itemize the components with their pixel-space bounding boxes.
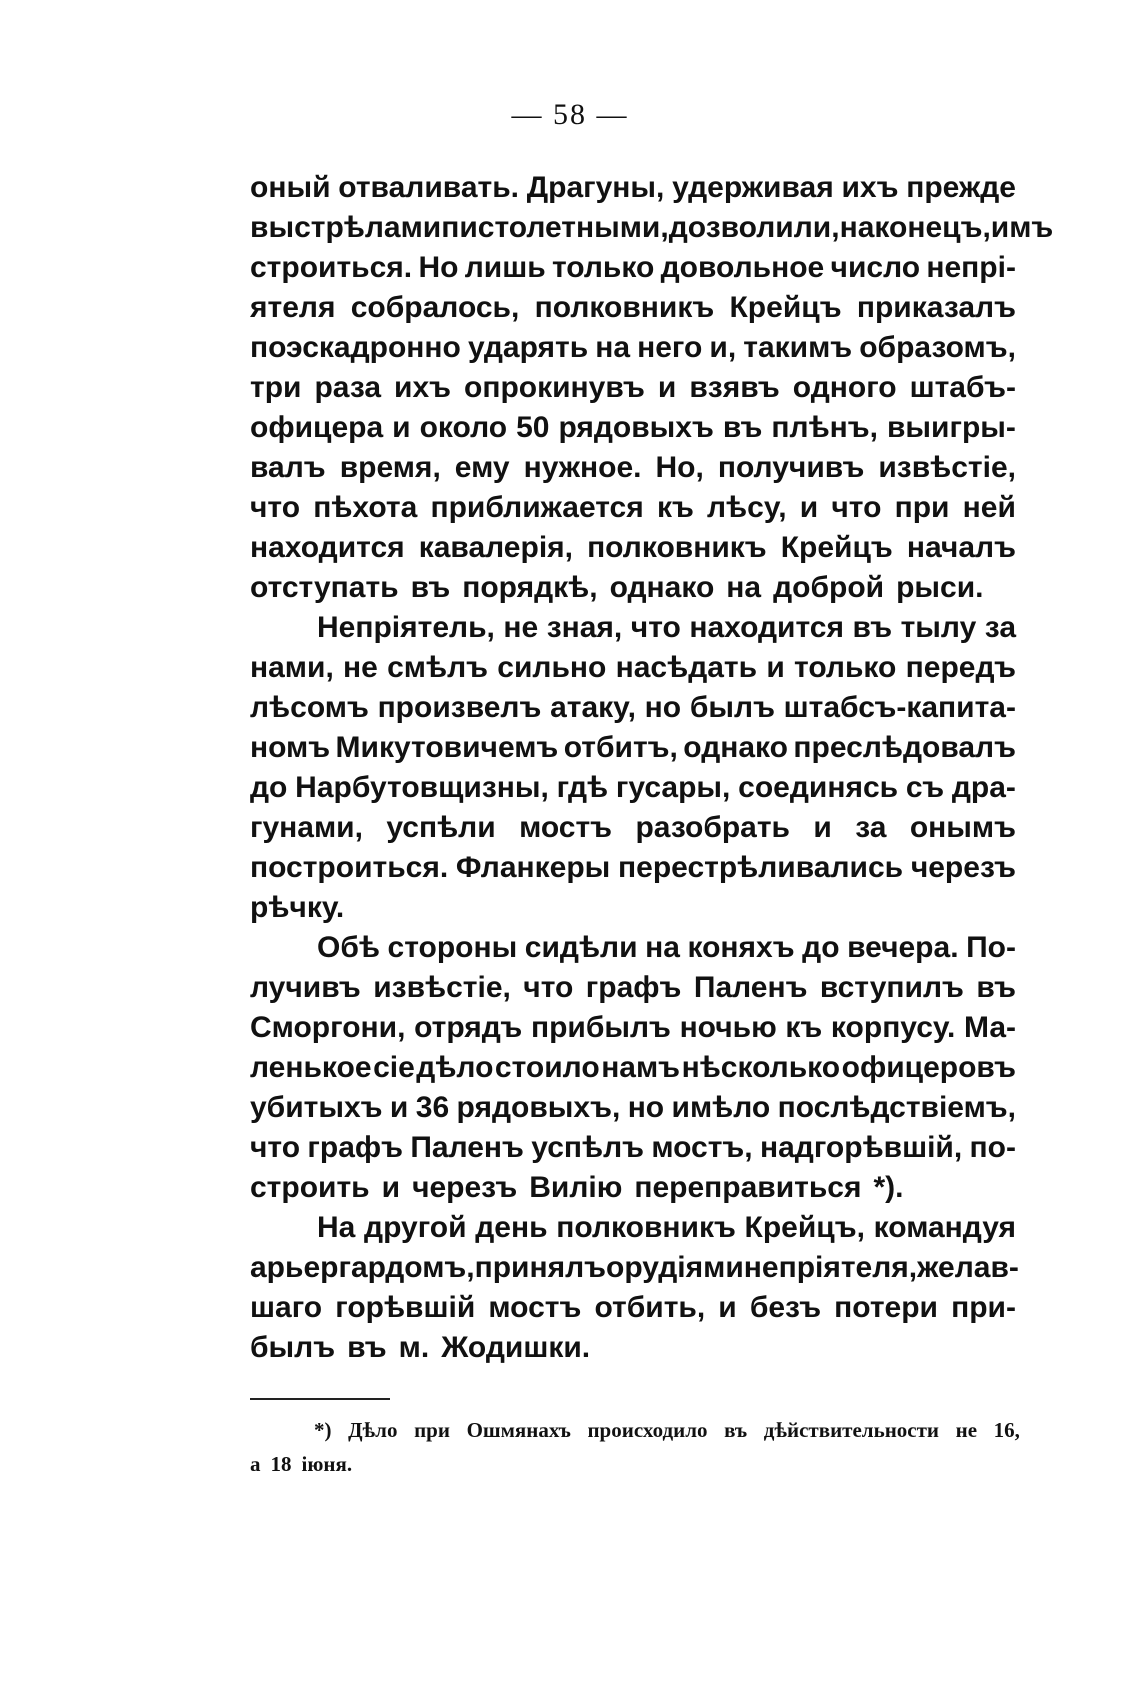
text-line: На другой день полковникъ Крейцъ, командуя — [317, 1211, 1016, 1244]
footnote — [250, 1413, 1020, 1481]
text-line: арьергардомъ, принялъ орудіями непріятеля, желав- — [250, 1251, 1019, 1284]
text-line: строиться. Но лишь только довольное число непрі- — [250, 251, 1016, 284]
text-line: лѣсомъ произвелъ атаку, но былъ штабсъ-капита- — [250, 691, 1016, 724]
text-line: до Нарбутовщизны, гдѣ гусары, соединясь съ дра- — [250, 771, 1016, 804]
text-line: шаго горѣвшій мостъ отбить, и безъ потери при- — [250, 1291, 1016, 1324]
text-line: три раза ихъ опрокинувъ и взявъ одного штабъ- — [250, 371, 1016, 404]
text-line: отступать въ порядкѣ, однако на доброй рыси. — [250, 571, 984, 604]
text-line: построиться. Фланкеры перестрѣливались черезъ — [250, 851, 1016, 884]
text-line: что пѣхота приближается къ лѣсу, и что при ней — [250, 491, 1016, 524]
body-text — [250, 168, 1054, 1368]
text-line: нами, не смѣлъ сильно насѣдать и только передъ — [250, 651, 1016, 684]
text-line: оный отваливать. Драгуны, удерживая ихъ прежде — [250, 171, 1016, 204]
text-line: находится кавалерія, полковникъ Крейцъ началъ — [250, 531, 1016, 564]
footnote-line: а 18 іюня. — [250, 1452, 353, 1476]
text-line: гунами, успѣли мостъ разобрать и за онымъ — [250, 811, 1016, 844]
text-line: рѣчку. — [250, 891, 345, 924]
text-line: выстрѣлами пистолетными, дозволили, наконецъ, имъ — [250, 211, 1054, 244]
text-line: строить и черезъ Вилію переправиться *). — [250, 1171, 904, 1204]
text-line: убитыхъ и 36 рядовыхъ, но имѣло послѣдствіемъ, — [250, 1091, 1016, 1124]
footnote-divider — [250, 1398, 390, 1400]
text-line: ятеля собралось, полковникъ Крейцъ приказалъ — [250, 291, 1016, 324]
text-line: ленькое сіе дѣло стоило намъ нѣсколько офицеровъ — [250, 1051, 1016, 1084]
text-line: поэскадронно ударять на него и, такимъ образомъ, — [250, 331, 1016, 364]
text-line: офицера и около 50 рядовыхъ въ плѣнъ, выигры- — [250, 411, 1016, 444]
text-line: былъ въ м. Жодишки. — [250, 1331, 591, 1364]
text-line: Обѣ стороны сидѣли на коняхъ до вечера. По- — [317, 931, 1016, 964]
page-number: — 58 — — [511, 98, 629, 131]
text-line: Сморгони, отрядъ прибылъ ночью къ корпусу. Ма- — [250, 1011, 1016, 1044]
footnote-line: *) Дѣло при Ошмянахъ происходило въ дѣйствительности не 16, — [314, 1418, 1020, 1442]
text-line: Непріятель, не зная, что находится въ тылу за — [317, 611, 1016, 644]
text-line: валъ время, ему нужное. Но, получивъ извѣстіе, — [250, 451, 1016, 484]
text-line: номъ Микутовичемъ отбитъ, однако преслѣдовалъ — [250, 731, 1016, 764]
text-line: лучивъ извѣстіе, что графъ Паленъ вступилъ въ — [250, 971, 1016, 1004]
text-line: что графъ Паленъ успѣлъ мостъ, надгорѣвшій, по- — [250, 1131, 1016, 1164]
